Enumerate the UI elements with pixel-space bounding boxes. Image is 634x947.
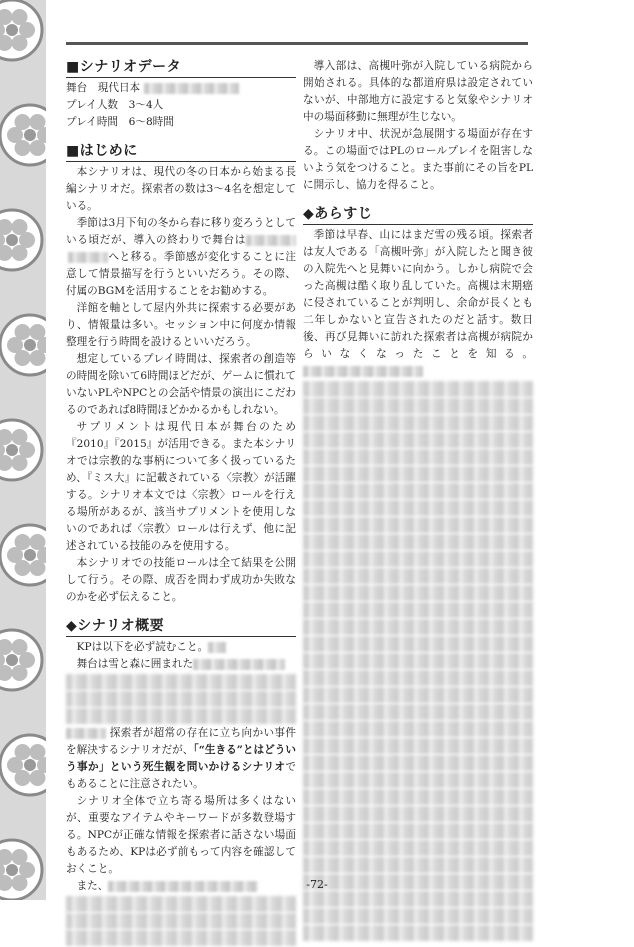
data-playtime: プレイ時間 6〜8時間 (66, 116, 174, 128)
overview-line-2: 舞台は雪と森に囲まれた (66, 656, 296, 673)
crest-petal (12, 455, 28, 471)
redacted-text (303, 908, 533, 924)
redacted-text (303, 823, 533, 839)
redacted-text (303, 653, 533, 669)
crest-center (24, 129, 36, 141)
crest-petal (12, 9, 28, 25)
redacted-text (303, 500, 533, 516)
intro-paragraph-3: 洋館を軸として屋内外共に探索する必要があり、情報量は多い。セッション中に何度か情報整理を行う時間を設けるといいだろう。 (66, 302, 296, 348)
heading-scenario-data: ■シナリオデータ (66, 58, 296, 78)
redacted-text (303, 755, 533, 771)
redacted-text (66, 896, 296, 912)
intro-paragraph-5: サプリメントは現代日本が舞台のため『2010』『2015』が活用できる。また本シナリオでは宗教的な事柄について多く扱っているため、『ミス大』に記載されている〈宗教〉が活躍する。シナリオ本文では〈宗教〉ロールを行える場所があるが、該当サプリメントを使用しないのであれば〈宗教〉ロールは行えず、他に記述されている技能のみを使用する。 (66, 421, 296, 552)
redacted-text (303, 670, 533, 686)
crest-center (6, 654, 18, 666)
header-rule (66, 42, 528, 45)
redacted-text (303, 789, 533, 805)
redacted-text (303, 738, 533, 754)
crest-petal (12, 429, 28, 445)
overview-paragraph-3: 探索者が超常の存在に立ち向かい事件を解決するシナリオだが、「“生きる”とはどういう事か」という死生観を問いかけるシナリオでもあることに注意されたい。 (66, 727, 297, 790)
crest-center (6, 444, 18, 456)
crest-petal (30, 560, 46, 576)
setup-paragraph-1: 導入部は、高槻叶弥が入院している病院から開始される。具体的な都道府県は設定されていないが、中部地方に設定すると気象やシナリオ中の場面移動に無理が生じない。 (303, 60, 533, 123)
redacted-text (303, 398, 533, 414)
redacted-text (303, 772, 533, 788)
redacted-text (303, 432, 533, 448)
heading-synopsis: ◆あらすじ (303, 205, 533, 225)
crest-center (6, 234, 18, 246)
redacted-text (303, 568, 533, 584)
crest-petal (30, 744, 46, 760)
redacted-text (303, 806, 533, 822)
redacted-text (303, 687, 533, 703)
crest-petal (12, 665, 28, 681)
crest-center (6, 24, 18, 36)
redacted-text (303, 636, 533, 652)
crest-petal (12, 849, 28, 865)
redacted-text (66, 930, 296, 946)
crest-center (6, 864, 18, 876)
redacted-text (303, 534, 533, 550)
redacted-text (303, 704, 533, 720)
crest-center (24, 759, 36, 771)
overview-line-1: KPは以下を必ず読むこと。 (66, 639, 296, 656)
redacted-text (66, 708, 296, 724)
left-column (66, 58, 296, 947)
crest-petal (30, 114, 46, 130)
overview-paragraph-5: また、 (66, 878, 296, 895)
redacted-text (303, 415, 533, 431)
intro-paragraph-6: 本シナリオでの技能ロールは全て結果を公開して行う。その際、成否を問わず成功か失敗なのかを必ず伝えること。 (66, 557, 296, 603)
heading-introduction: ■はじめに (66, 142, 296, 162)
redacted-text (303, 840, 533, 856)
redacted-text (66, 913, 296, 929)
redacted-text (303, 483, 533, 499)
right-column (303, 58, 533, 942)
redacted-text (303, 517, 533, 533)
redacted-text (303, 381, 533, 397)
redacted-text (303, 551, 533, 567)
crest-petal (15, 534, 31, 550)
redacted-text (303, 619, 533, 635)
setup-paragraph-2: シナリオ中、状況が急展開する場面が存在する。この場面ではPLのロールプレイを阻害しないよう気をつけること。また事前にその旨をPLに開示し、協力を得ること。 (303, 128, 533, 191)
redacted-text (303, 585, 533, 601)
redacted-text (303, 925, 533, 941)
crest-petal (12, 219, 28, 235)
crest-petal (15, 114, 31, 130)
crest-petal (15, 744, 31, 760)
synopsis-paragraph: 季節は早春、山にはまだ雪の残る頃。探索者は友人である「高槻叶弥」が入院したと聞き彼の入院先へと見舞いに向かう。しかし病院で会った高槻は酷く取り乱していた。高槻は末期癌に侵されていることが判明し、余命が長くとも二年しかないと宣告されたのだと話す。数日後、再び見舞いに訪れた探索者は高槻が病院からいなくなったことを知る。 (303, 227, 533, 380)
crest-petal (30, 770, 46, 786)
crest-center (24, 339, 36, 351)
redacted-text (303, 857, 533, 873)
crest-petal (30, 140, 46, 156)
crest-petal (15, 324, 31, 340)
redacted-text (303, 602, 533, 618)
crest-petal (12, 245, 28, 261)
crest-petal (12, 35, 28, 51)
data-players: プレイ人数 3〜4人 (66, 99, 164, 111)
redacted-text (303, 449, 533, 465)
intro-paragraph-1: 本シナリオは、現代の冬の日本から始まる長編シナリオだ。探索者の数は3〜4名を想定している。 (66, 166, 296, 212)
crest-petal (30, 534, 46, 550)
crest-petal (30, 350, 46, 366)
redacted-text (303, 466, 533, 482)
redacted-text (303, 721, 533, 737)
decorative-border (0, 0, 46, 900)
redacted-text (303, 891, 533, 907)
heading-scenario-overview: ◆シナリオ概要 (66, 617, 296, 637)
crest-petal (12, 639, 28, 655)
data-stage: 舞台 現代日本 (66, 80, 296, 97)
crest-petal (30, 324, 46, 340)
overview-paragraph-4: シナリオ全体で立ち寄る場所は多くはないが、重要なアイテムやキーワードが多数登場する。NPCが正確な情報を探索者に話さない場面もあるため、KPは必ず前もって内容を確認しておくこと。 (66, 795, 296, 875)
page-number: -72- (306, 878, 328, 891)
crest-center (24, 549, 36, 561)
redacted-text (66, 674, 296, 690)
intro-paragraph-4: 想定しているプレイ時間は、探索者の創造等の時間を除いて6時間ほどだが、ゲームに慣れていないPLやNPCとの会話や情景の演出にこだわるのであれば8時間ほどかかるかもしれない。 (66, 353, 296, 416)
redacted-text (66, 691, 296, 707)
intro-paragraph-2: 季節は3月下旬の冬から春に移り変ろうとしている頃だが、導入の終わりで舞台はへと移る。季節感が変化することに注意して情景描写を行うといいだろう。その際、付属のBGMを活用することをお勧めする。 (66, 217, 296, 297)
